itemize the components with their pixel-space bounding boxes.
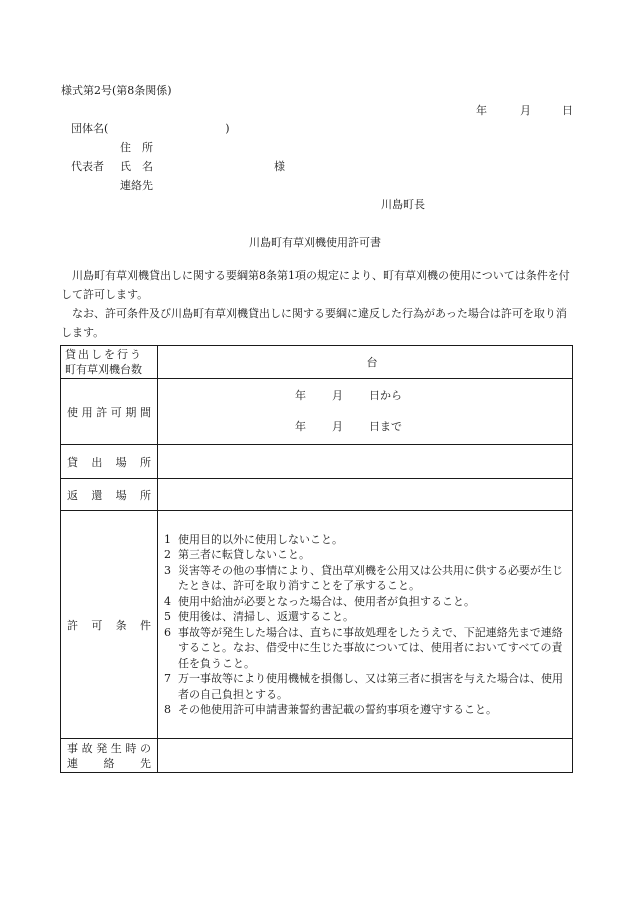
period-value-cell xyxy=(158,379,573,445)
accident-contact-row xyxy=(61,739,573,773)
date-year: 年 xyxy=(476,104,487,117)
period-label-char: 間 xyxy=(139,405,151,419)
conditions-label-char: 条 xyxy=(115,618,127,632)
condition-item xyxy=(164,671,566,702)
condition-number: 7 xyxy=(164,672,171,685)
units-value-cell xyxy=(158,346,573,379)
condition-item xyxy=(164,563,566,594)
period-start-month: 月 xyxy=(332,389,343,402)
return-place-char: 所 xyxy=(139,488,151,502)
condition-text: その他使用許可申請書兼誓約書記載の誓約事項を遵守すること。 xyxy=(178,703,497,716)
units-label-line-1: 貸出しを行う xyxy=(65,348,143,361)
date-month: 月 xyxy=(520,104,531,117)
issuer: 川島町長 xyxy=(381,198,425,211)
units-value: 台 xyxy=(366,356,378,369)
units-label xyxy=(61,346,158,379)
lend-place-char: 貸 xyxy=(67,455,78,469)
org-suffix: ) xyxy=(225,122,230,135)
condition-text: 万一事故等により使用機械を損傷し、又は第三者に損害を与えた場合は、使用者の自己負担とする。 xyxy=(178,672,563,701)
body-paragraph-1: 川島町有草刈機貸出しに関する要綱第8条第1項の規定により、町有草刈機の使用については条件を付して許可します。 xyxy=(61,269,570,301)
org-name-line xyxy=(71,122,230,136)
condition-item xyxy=(164,609,566,625)
representative-label: 代表者 xyxy=(71,160,104,173)
condition-number: 6 xyxy=(164,625,171,639)
condition-item xyxy=(164,702,566,718)
condition-text: 使用中給油が必要となった場合は、使用者が負担すること。 xyxy=(178,594,475,608)
conditions-label-char: 件 xyxy=(139,618,151,632)
date-day: 日 xyxy=(562,104,573,117)
accident-label-char: 事 xyxy=(67,741,78,755)
org-prefix: 団体名( xyxy=(71,122,109,135)
period-label xyxy=(61,379,158,445)
lend-place-char: 出 xyxy=(91,455,103,469)
return-place-char: 場 xyxy=(115,488,127,502)
accident-label-char: 生 xyxy=(110,741,122,755)
conditions-row xyxy=(61,511,573,739)
condition-number: 1 xyxy=(164,532,171,546)
accident-contact-label xyxy=(61,739,158,773)
period-label-char: 許 xyxy=(96,405,108,419)
conditions-list xyxy=(158,529,572,721)
period-end-month: 月 xyxy=(332,420,343,433)
condition-number: 2 xyxy=(164,548,171,561)
permit-table xyxy=(60,345,573,773)
return-place-row xyxy=(61,479,573,511)
period-end-year: 年 xyxy=(295,420,306,433)
period-label-char: 可 xyxy=(110,405,122,419)
condition-number: 3 xyxy=(164,563,171,577)
conditions-label-char: 可 xyxy=(91,618,103,632)
conditions-cell xyxy=(158,511,573,739)
accident-label-char: 先 xyxy=(140,756,151,770)
condition-number: 8 xyxy=(164,703,171,716)
accident-label-char: の xyxy=(139,741,151,755)
condition-text: 使用目的以外に使用しないこと。 xyxy=(178,532,343,546)
condition-item xyxy=(164,625,566,672)
condition-text: 災害等その他の事情により、貸出草刈機を公用又は公共用に供する必要が生じたときは、許可を取り消すことを了承すること。 xyxy=(178,563,563,592)
units-label-line-2: 町有草刈機台数 xyxy=(65,363,142,376)
return-place-label xyxy=(61,479,158,511)
accident-label-char: 故 xyxy=(81,741,93,755)
issue-date xyxy=(476,104,573,118)
accident-label-char: 絡 xyxy=(103,756,115,770)
condition-item xyxy=(164,547,566,563)
body-paragraph-2: なお、許可条件及び川島町有草刈機貸出しに関する要綱に違反した行為があった場合は許可を取り消します。 xyxy=(61,307,567,339)
accident-label-char: 連 xyxy=(67,756,78,770)
period-end-day: 日まで xyxy=(369,420,402,433)
form-number: 様式第2号(第8条関係) xyxy=(61,84,172,97)
condition-text: 使用後は、清掃し、返還すること。 xyxy=(178,610,354,623)
period-label-char: 用 xyxy=(81,405,93,419)
condition-number: 4 xyxy=(164,594,171,608)
conditions-label-char: 許 xyxy=(67,618,78,632)
lend-place-label xyxy=(61,445,158,479)
period-label-char: 使 xyxy=(67,405,78,419)
document-title: 川島町有草刈機使用許可書 xyxy=(249,236,381,249)
condition-item xyxy=(164,532,566,548)
lend-place-row xyxy=(61,445,573,479)
return-place-char: 返 xyxy=(67,488,78,502)
condition-item xyxy=(164,594,566,610)
accident-contact-value xyxy=(158,739,573,773)
units-row xyxy=(61,346,573,379)
period-start-year: 年 xyxy=(295,389,306,402)
period-row xyxy=(61,379,573,445)
conditions-label xyxy=(61,511,158,739)
condition-text: 事故等が発生した場合は、直ちに事故処理をしたうえで、下記連絡先まで連絡すること。なお、借受中に生じた事故については、使用者においてすべての責任を負うこと。 xyxy=(178,625,563,670)
period-end xyxy=(295,420,572,434)
lend-place-char: 場 xyxy=(115,455,127,469)
name-label: 氏 名 xyxy=(120,160,153,173)
address-label: 住 所 xyxy=(120,141,153,154)
condition-text: 第三者に転貸しないこと。 xyxy=(178,548,310,561)
period-start-day: 日から xyxy=(369,389,402,402)
condition-number: 5 xyxy=(164,610,171,623)
accident-label-char: 発 xyxy=(96,741,108,755)
honorific: 様 xyxy=(274,160,285,173)
return-place-char: 還 xyxy=(91,488,103,502)
accident-label-char: 時 xyxy=(125,741,137,755)
return-place-value xyxy=(158,479,573,511)
lend-place-char: 所 xyxy=(139,455,151,469)
body-text xyxy=(61,266,573,342)
lend-place-value xyxy=(158,445,573,479)
period-label-char: 期 xyxy=(125,405,137,419)
contact-label: 連絡先 xyxy=(120,179,153,192)
period-start xyxy=(295,389,572,403)
